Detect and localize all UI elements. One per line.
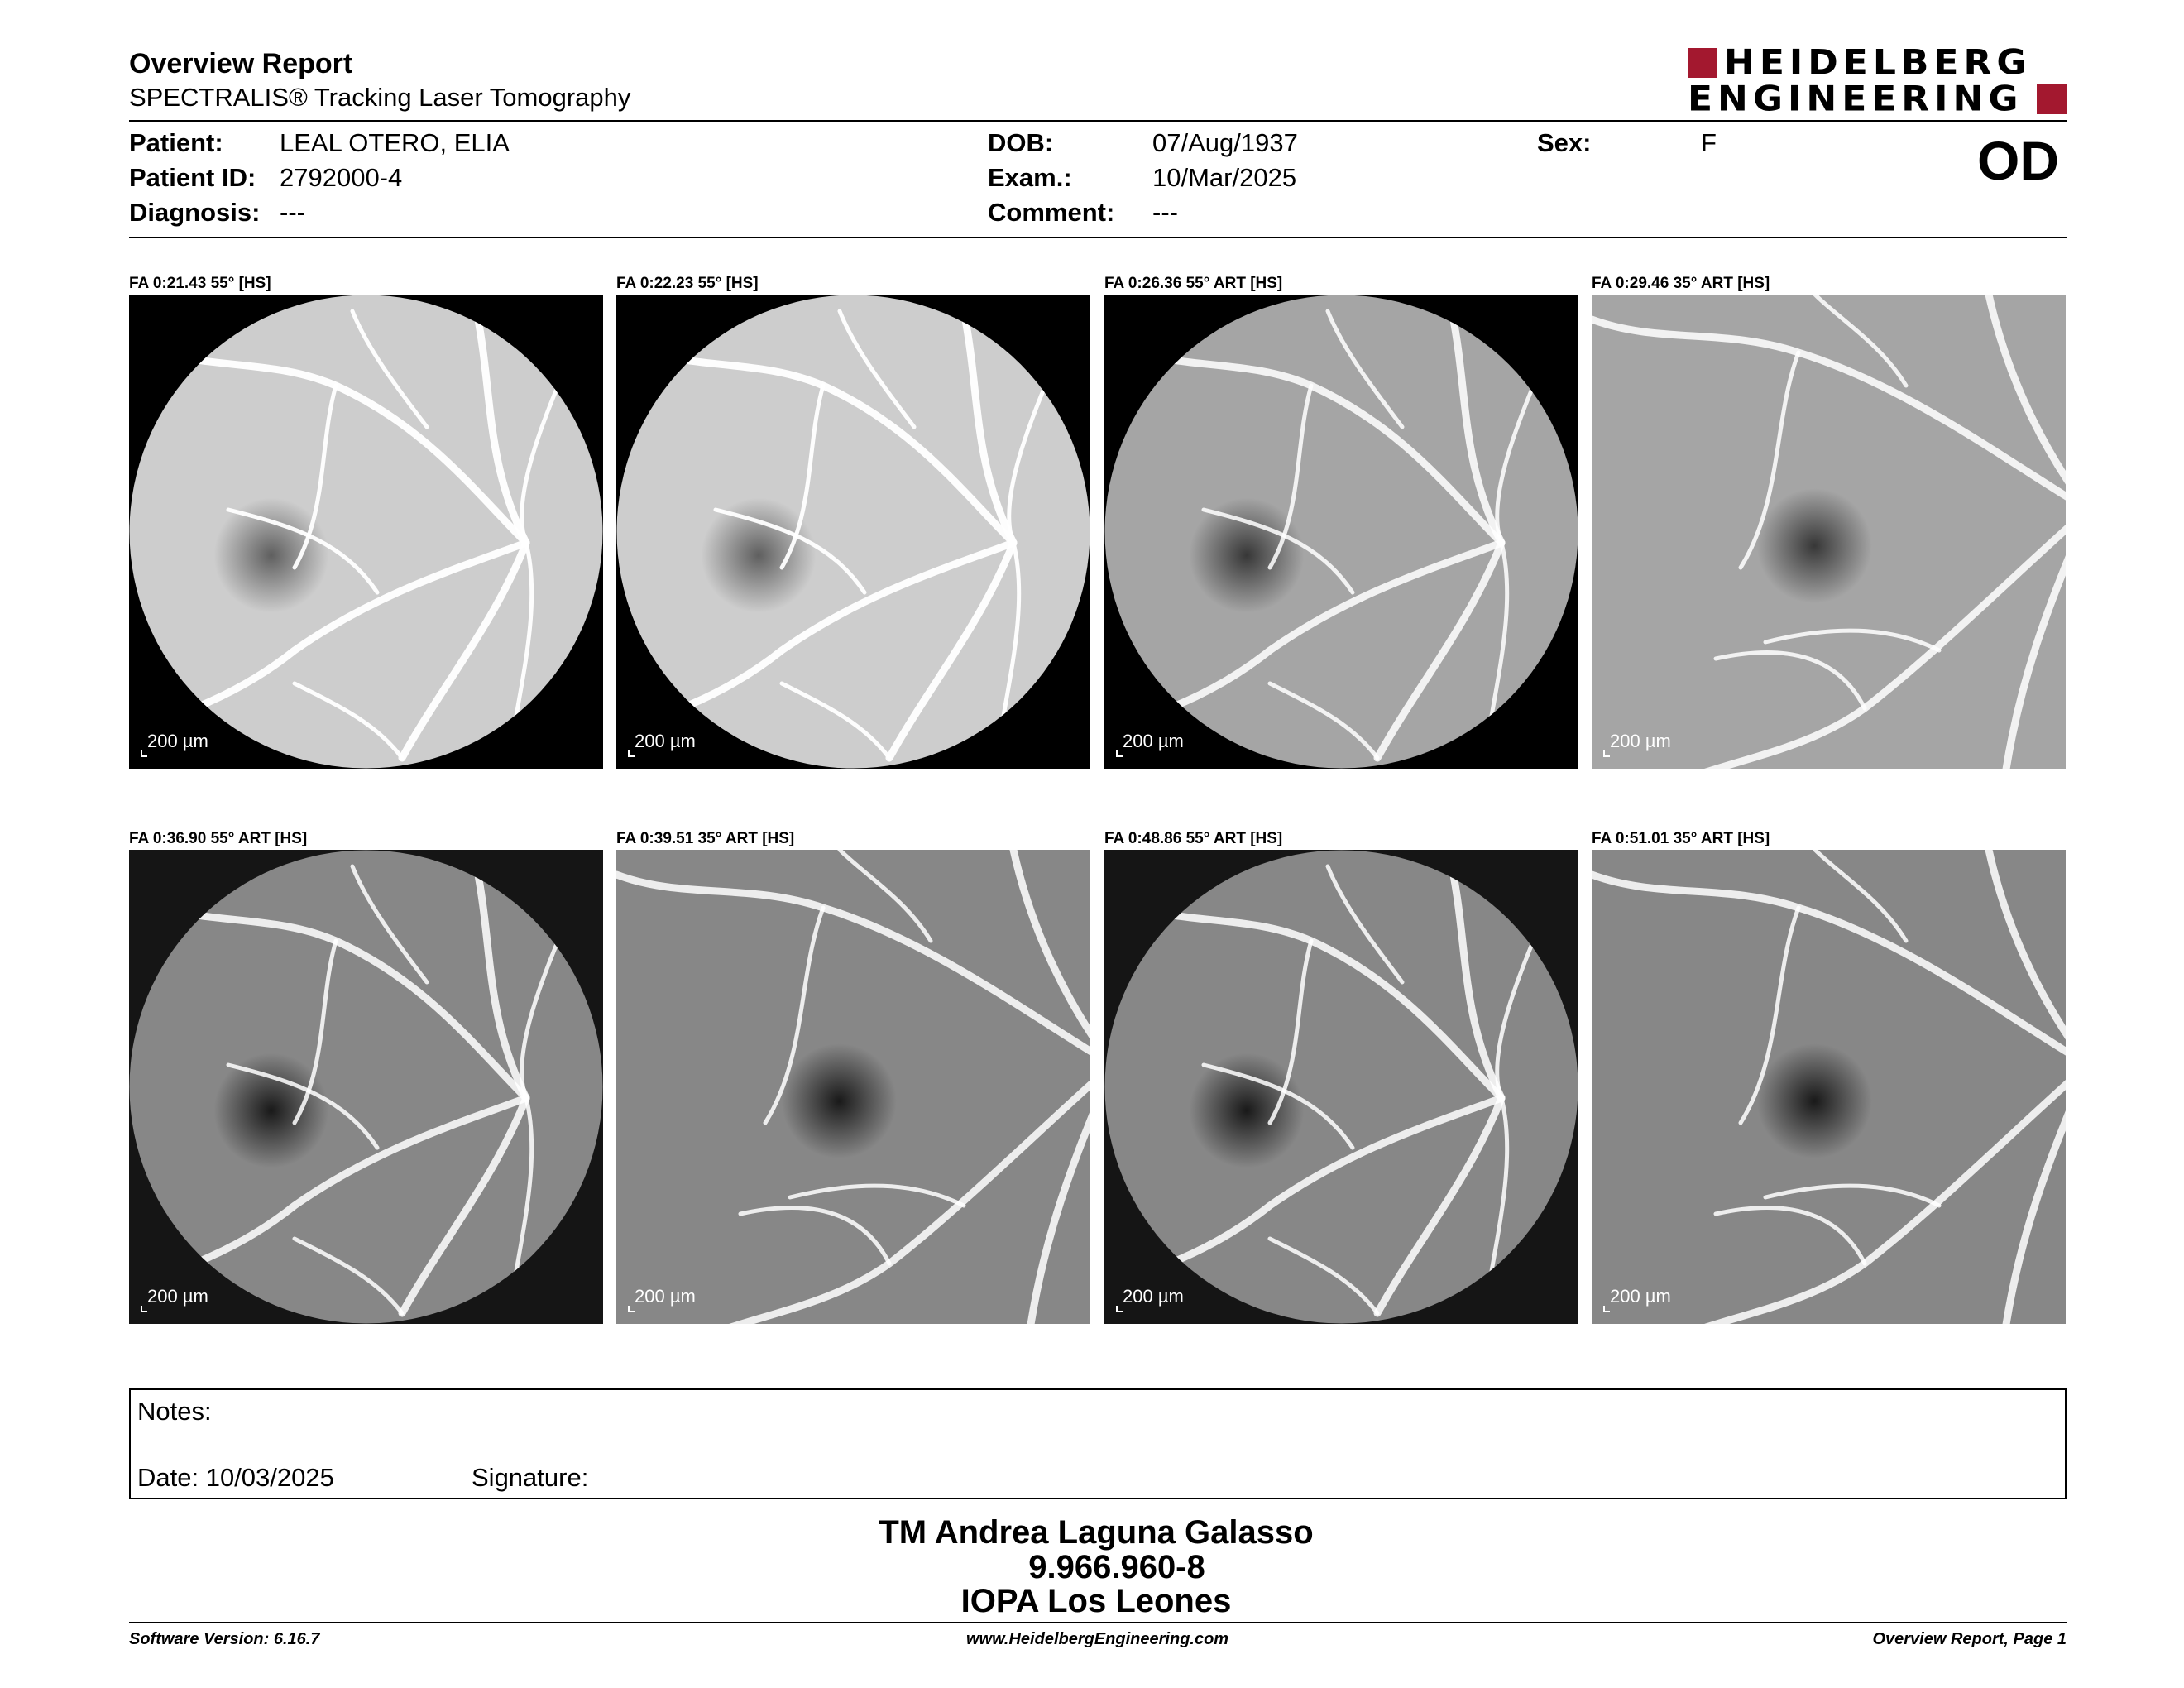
logo-line2: ENGINEERING [1688,79,2024,119]
patient-name: LEAL OTERO, ELIA [280,128,510,157]
angiogram-image[interactable] [1104,850,1578,1324]
fundus-image [1104,295,1578,769]
scale-bar-icon [1603,1306,1610,1312]
angiogram-image[interactable] [1592,295,2066,769]
image-title: FA 0:48.86 55° ART [HS] [1104,830,1283,847]
sex-value: F [1701,128,1717,157]
fundus-image [1104,850,1578,1324]
date-label: Date: 10/03/2025 [137,1463,334,1492]
scale-label: 200 µm [1123,731,1184,751]
stamp-name: TM Andrea Laguna Galasso [879,1514,1314,1551]
image-title: FA 0:22.23 55° [HS] [616,275,759,292]
report-title: Overview Report [129,48,353,79]
angiogram-image[interactable] [129,850,603,1324]
fundus-image [1592,295,2066,769]
patient-divider [129,237,2067,238]
logo-square-icon [1688,48,1717,78]
angiogram-image[interactable] [1104,295,1578,769]
logo-square-icon [2037,84,2067,114]
heidelberg-logo [1688,42,2068,119]
scale-bar-icon [1603,750,1610,757]
exam-value: 10/Mar/2025 [1152,163,1297,192]
website-link[interactable]: www.HeidelbergEngineering.com [966,1630,1229,1648]
angiogram-image[interactable] [1592,850,2066,1324]
footer-divider [129,1622,2067,1623]
dob-label: DOB: [988,128,1054,157]
scale-label: 200 µm [147,1286,208,1307]
scale-label: 200 µm [147,731,208,751]
image-title: FA 0:51.01 35° ART [HS] [1592,830,1770,847]
fundus-image [129,850,603,1324]
image-title: FA 0:36.90 55° ART [HS] [129,830,308,847]
fundus-image [129,295,603,769]
exam-label: Exam.: [988,163,1072,192]
signature-label: Signature: [472,1463,589,1492]
scale-bar-icon [1116,1306,1123,1312]
scale-bar-icon [141,1306,147,1312]
fundus-image [616,295,1090,769]
image-title: FA 0:21.43 55° [HS] [129,275,271,292]
image-title: FA 0:39.51 35° ART [HS] [616,830,795,847]
dob-value: 07/Aug/1937 [1152,128,1298,157]
angiogram-image[interactable] [616,850,1090,1324]
sex-label: Sex: [1537,128,1592,157]
scale-bar-icon [628,1306,635,1312]
software-version: Software Version: 6.16.7 [129,1630,320,1648]
fundus-image [616,850,1090,1324]
eye-side: OD [1977,130,2059,191]
image-title: FA 0:26.36 55° ART [HS] [1104,275,1283,292]
scale-bar-icon [141,750,147,757]
angiogram-image[interactable] [616,295,1090,769]
scale-label: 200 µm [1123,1286,1184,1307]
header-divider [129,120,2067,122]
stamp-institution: IOPA Los Leones [960,1583,1232,1619]
scale-label: 200 µm [1610,731,1671,751]
scale-label: 200 µm [635,1286,696,1307]
stamp-id: 9.966.960-8 [1028,1549,1205,1585]
notes-label: Notes: [137,1397,212,1426]
notes-box [129,1388,2067,1499]
diagnosis-label: Diagnosis: [129,198,261,227]
patient-id: 2792000-4 [280,163,403,192]
report-subtitle: SPECTRALIS® Tracking Laser Tomography [129,83,631,112]
patient-label: Patient: [129,128,223,157]
comment-label: Comment: [988,198,1115,227]
comment-value: --- [1152,198,1178,227]
diagnosis-value: --- [280,198,305,227]
patient-id-label: Patient ID: [129,163,256,192]
scale-bar-icon [628,750,635,757]
scale-label: 200 µm [635,731,696,751]
logo-line1: HEIDELBERG [1724,42,2032,83]
angiogram-image[interactable] [129,295,603,769]
fundus-image [1592,850,2066,1324]
scale-label: 200 µm [1610,1286,1671,1307]
scale-bar-icon [1116,750,1123,757]
page-number: Overview Report, Page 1 [1872,1630,2067,1648]
image-title: FA 0:29.46 35° ART [HS] [1592,275,1770,292]
